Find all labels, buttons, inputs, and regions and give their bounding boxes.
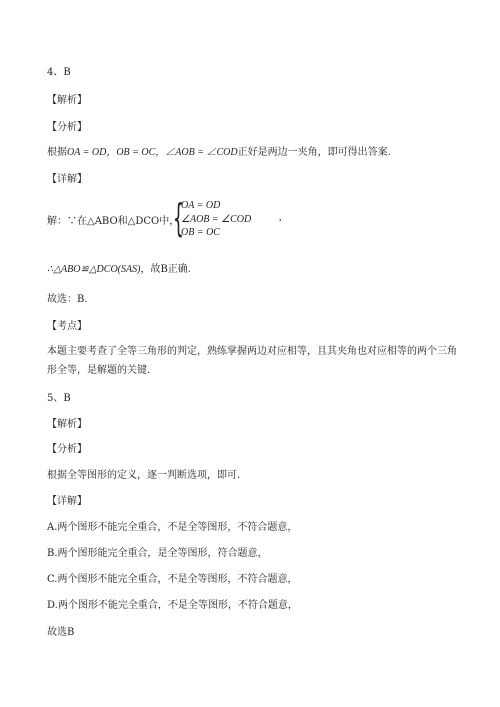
q5-option-b: B.两个图形能完全重合，是全等图形，符合题意，: [47, 548, 268, 559]
q4-jiexi-tag: 【解析】: [47, 95, 87, 106]
q4-conclusion-text: ，故B正确.: [140, 264, 191, 275]
q4-conclusion-math: ∴△ABO≌△DCO(SAS): [47, 264, 141, 275]
q4-analysis-math: OA = OD，OB = OC，∠AOB = ∠COD: [67, 147, 238, 158]
q4-choose: 故选：B.: [47, 294, 88, 305]
q5-choose: 故选B: [47, 627, 75, 638]
q4-kaodian-text: 本题主要考查了全等三角形的判定，熟练掌握两边对应相等，且其夹角也对应相等的两个三角形全等，是解题的关键.: [47, 346, 457, 376]
q5-jiexi-tag: 【解析】: [47, 419, 87, 430]
q4-solution-lead: 解：∵在△ABO和△DCO中，: [47, 216, 180, 227]
system-eq-1: OA = OD: [181, 200, 221, 211]
q4-kaodian-tag: 【考点】: [47, 321, 87, 332]
q4-analysis: [47, 146, 391, 159]
q5-xiangjie-tag: 【详解】: [47, 496, 87, 507]
q4-xiangjie-tag: 【详解】: [47, 174, 87, 185]
q4-heading: 4、B: [47, 67, 71, 78]
q5-option-d: D.两个图形不能完全重合，不是全等图形，不符合题意，: [47, 600, 298, 611]
left-brace-icon: {: [173, 196, 184, 240]
system-eq-2: ∠AOB = ∠COD: [181, 213, 252, 225]
q4-conclusion: [47, 263, 191, 276]
q5-fenxi-tag: 【分析】: [47, 444, 87, 455]
q5-analysis: 根据全等图形的定义，逐一判断选项，即可.: [47, 470, 241, 481]
q4-analysis-post: 正好是两边一夹角，即可得出答案.: [237, 147, 391, 158]
system-eq-3: OB = OC: [181, 227, 220, 238]
q5-option-a: A.两个图形不能完全重合，不是全等图形，不符合题意，: [47, 522, 298, 533]
system-tail: ,: [279, 212, 282, 223]
q5-heading: 5、B: [47, 393, 71, 404]
q4-analysis-pre: 根据: [47, 147, 67, 158]
q4-fenxi-tag: 【分析】: [47, 122, 87, 133]
equation-system: [181, 199, 282, 240]
q5-option-c: C.两个图形不能完全重合，不是全等图形，不符合题意，: [47, 574, 298, 585]
